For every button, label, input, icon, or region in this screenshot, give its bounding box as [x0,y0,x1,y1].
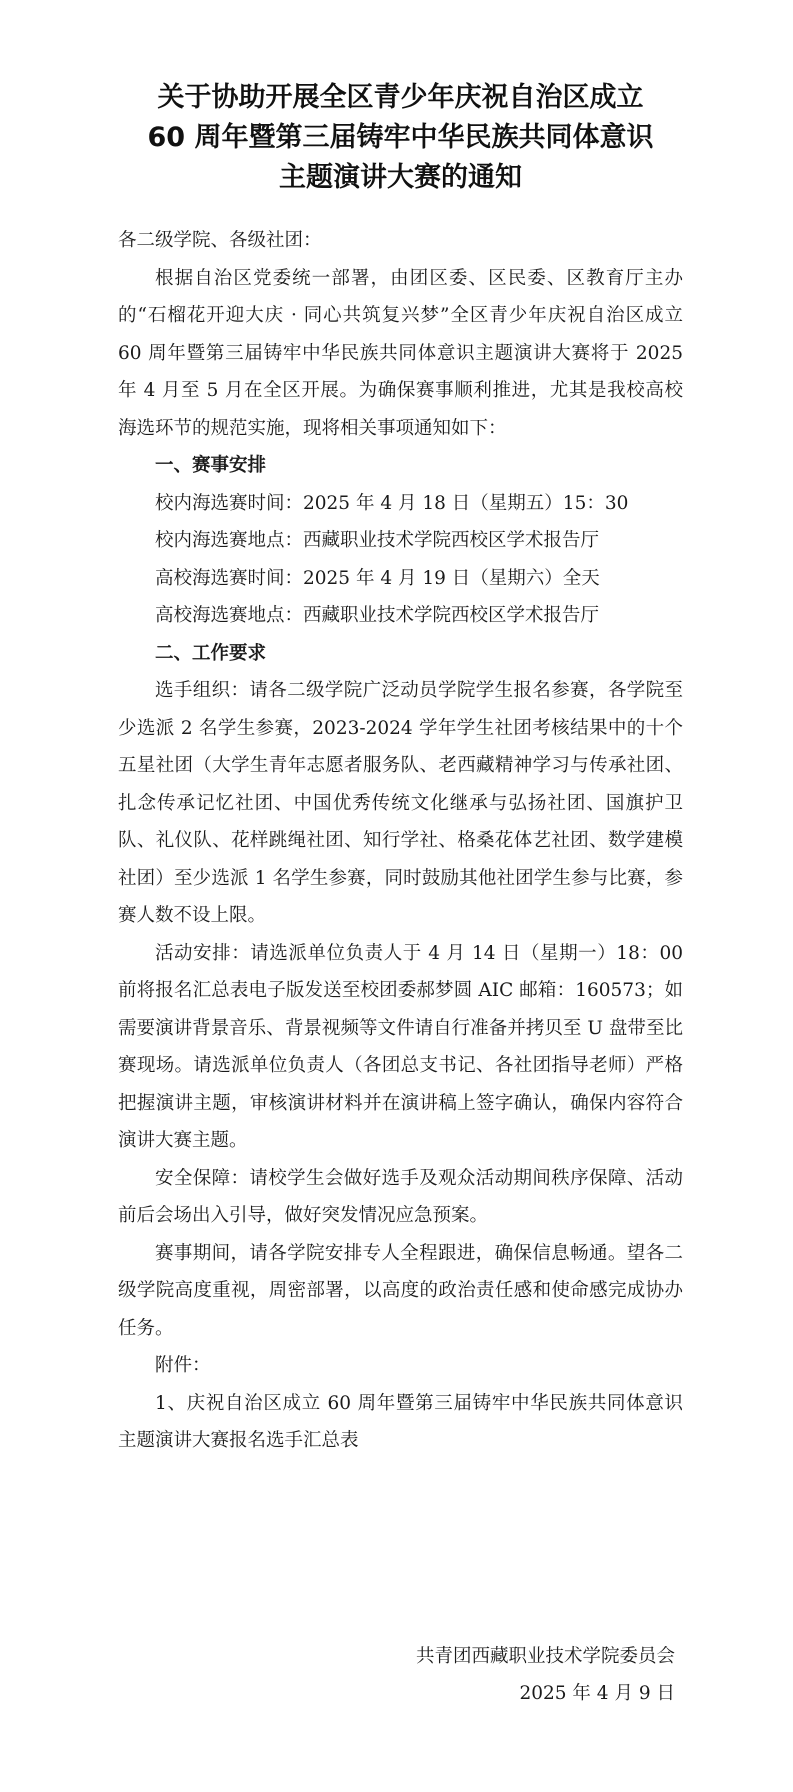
section-heading-schedule: 一、赛事安排 [155,455,267,476]
issue-date: 2025 年 4 月 9 日 [519,1683,675,1704]
schedule-item: 高校海选赛时间：2025 年 4 月 19 日（星期六）全天 [155,567,600,589]
schedule-item: 高校海选赛地点：西藏职业技术学院西校区学术报告厅 [155,605,600,626]
closing-paragraph: 赛事期间，请各学院安排专人全程跟进，确保信息畅通。望各二级学院高度重视，周密部署，以高度的政治责任感和使命感完成协办任务。 [118,1242,683,1339]
title-line-2: 60 周年暨第三届铸牢中华民族共同体意识 [147,122,654,153]
issuing-organization: 共青团西藏职业技术学院委员会 [415,1646,675,1667]
players-paragraph: 选手组织：请各二级学院广泛动员学院学生报名参赛，各学院至少选派 2 名学生参赛，2023-2024 学年学生社团考核结果中的十个五星社团（大学生青年志愿者服务队、老西藏精神学习与传承社团、扎念传承记忆社团、中国优秀传统文化继承与弘扬社团、国旗护卫队、礼仪队、花样跳绳社团、知行学社、格桑花体艺社团、数学建模社团）至少选派 1 名学生参赛，同时鼓励其他社团学生参与比赛，参赛人数不设上限。 [118,680,683,926]
attachment-item: 1、庆祝自治区成立 60 周年暨第三届铸牢中华民族共同体意识主题演讲大赛报名选手汇总表 [118,1392,683,1451]
schedule-item: 校内海选赛地点：西藏职业技术学院西校区学术报告厅 [155,530,600,551]
attachment-heading: 附件： [155,1355,211,1376]
section-heading-requirements: 二、工作要求 [155,642,267,664]
document-title [118,0,683,198]
document-body [118,222,683,1460]
safety-paragraph: 安全保障：请校学生会做好选手及观众活动期间秩序保障、活动前后会场出入引导，做好突发情况应急预案。 [118,1167,683,1226]
salutation: 各二级学院、各级社团： [118,230,322,251]
schedule-item: 校内海选赛时间：2025 年 4 月 18 日（星期五）15：30 [155,492,629,514]
title-line-3: 主题演讲大赛的通知 [279,162,522,193]
signature-block [416,1638,675,1712]
intro-paragraph: 根据自治区党委统一部署，由团区委、区民委、区教育厅主办的“石榴花开迎大庆 · 同心共筑复兴梦”全区青少年庆祝自治区成立 60 周年暨第三届铸牢中华民族共同体意识主题演讲大赛将于 2025 年 4 月至 5 月在全区开展。为确保赛事顺利推进，尤其是我校高校海选环节的规范实施，现将相关事项通知如下： [118,267,683,439]
title-line-1: 关于协助开展全区青少年庆祝自治区成立 [157,82,644,113]
activity-paragraph: 活动安排：请选派单位负责人于 4 月 14 日（星期一）18：00 前将报名汇总表电子版发送至校团委郝梦圆 AIC 邮箱：160573；如需要演讲背景音乐、背景视频等文件请自行准备并拷贝至 U 盘带至比赛现场。请选派单位负责人（各团总支书记、各社团指导老师）严格把握演讲主题，审核演讲材料并在演讲稿上签字确认，确保内容符合演讲大赛主题。 [118,942,683,1151]
